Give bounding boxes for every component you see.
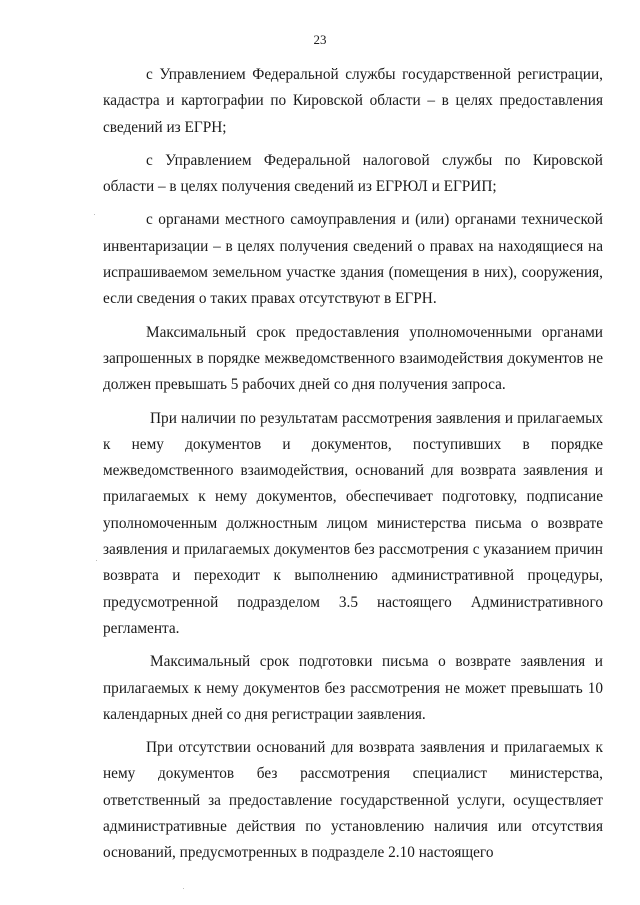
paragraph-return-grounds: При наличии по результатам рассмотрения заявления и прилагаемых к нему документов и документов, поступивших в порядке межведомственного взаимодействия, оснований для возврата заявления и прилагаемых к нему документов, обеспечивает подготовку, подписание уполномоченным должностным лицом министерства письма о возврате заявления и прилагаемых документов без рассмотрения с указанием причин возврата и переходит к выполнению административной процедуры, предусмотренной подразделом 3.5 настоящего Административного регламента.	[103, 409, 603, 637]
page-number: 23	[313, 32, 327, 47]
scan-speck	[183, 888, 184, 889]
paragraph-tax-service: с Управлением Федеральной налоговой службы по Кировской области – в целях получения сведений из ЕГРЮЛ и ЕГРИП;	[103, 151, 603, 196]
paragraph-local-authorities: с органами местного самоуправления и (или) органами технической инвентаризации – в целях получения сведений о правах на находящиеся на испрашиваемом земельном участке здания (помещения в них), сооружения, если сведения о таких правах отсутствуют в ЕГРН.	[103, 211, 603, 308]
paragraph-rosreestr: с Управлением Федеральной службы государственной регистрации, кадастра и картографии по Кировской области – в целях предоставления сведений из ЕГРН;	[103, 66, 603, 136]
scan-speck	[94, 214, 95, 215]
paragraph-max-term-interagency: Максимальный срок предоставления уполномоченными органами запрошенных в порядке межведомственного взаимодействия документов не должен превышать 5 рабочих дней со дня получения запроса.	[103, 323, 603, 394]
document-body	[103, 55, 603, 867]
paragraph-max-term-return-letter: Максимальный срок подготовки письма о возврате заявления и прилагаемых к нему документов без рассмотрения не может превышать 10 календарных дней со дня регистрации заявления.	[103, 653, 603, 723]
paragraph-no-return-grounds: При отсутствии оснований для возврата заявления и прилагаемых к нему документов без рассмотрения специалист министерства, ответственный за предоставление государственной услуги, осуществляет административные действия по установлению наличия или отсутствия оснований, предусмотренных в подразделе 2.10 настоящего	[103, 739, 603, 862]
scan-speck	[96, 560, 97, 561]
